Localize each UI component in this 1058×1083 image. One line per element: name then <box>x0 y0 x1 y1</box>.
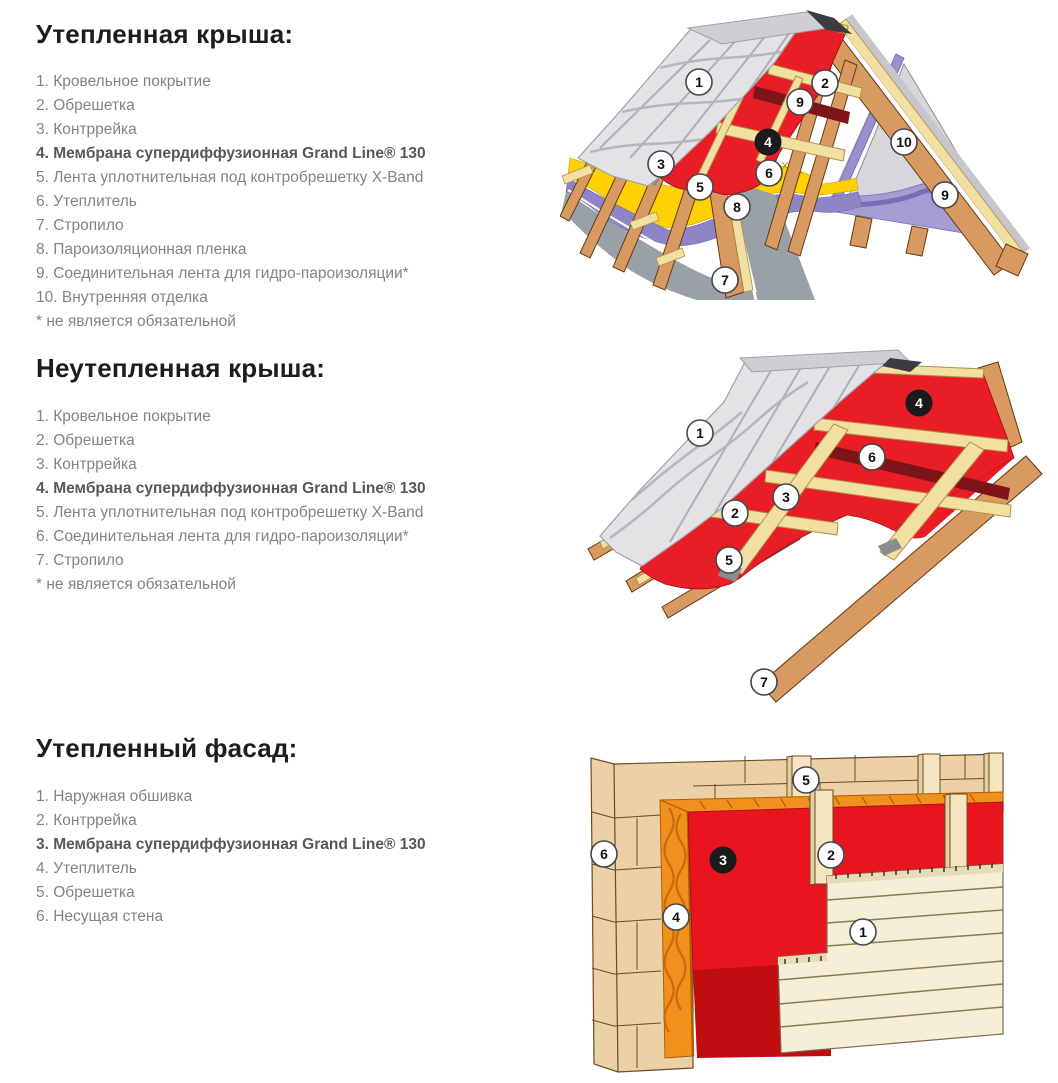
diagram-badge-label: 7 <box>760 674 768 690</box>
legend-insulated-facade <box>36 785 426 929</box>
legend-item: 7. Стропило <box>36 552 124 569</box>
legend-item: 8. Пароизоляционная пленка <box>36 241 247 258</box>
legend-item: 7. Стропило <box>36 217 124 234</box>
legend-item: 9. Соединительная лента для гидро-пароизоляции* <box>36 265 409 282</box>
diagram-badge-label: 4 <box>672 909 680 925</box>
diagram-badge-label: 6 <box>868 449 876 465</box>
uninsulated-roof-illustration <box>580 342 1058 718</box>
section-title-insulated-facade: Утепленный фасад: <box>36 733 298 763</box>
diagram-badge-label: 1 <box>695 74 703 90</box>
legend-item: 5. Лента уплотнительная под контробрешетку X-Band <box>36 504 424 521</box>
legend-item: 4. Утеплитель <box>36 860 137 877</box>
legend-item: 1. Кровельное покрытие <box>36 408 211 425</box>
diagram-badge-label: 5 <box>802 772 810 788</box>
diagram-badge-label: 9 <box>796 94 804 110</box>
diagram-badge-label: 10 <box>896 134 912 150</box>
insulated-roof-illustration <box>560 0 1052 300</box>
diagram-badge-label: 5 <box>696 179 704 195</box>
diagram-badge-label: 4 <box>764 134 772 150</box>
legend-item: 5. Лента уплотнительная под контробрешетку X-Band <box>36 169 424 186</box>
diagram-badge-label: 3 <box>657 156 665 172</box>
legend-item: 2. Обрешетка <box>36 97 135 114</box>
legend-item: 6. Соединительная лента для гидро-пароизоляции* <box>36 528 409 545</box>
legend-item: 5. Обрешетка <box>36 884 135 901</box>
legend-item: 3. Контррейка <box>36 456 137 473</box>
diagram-badge-label: 1 <box>859 924 867 940</box>
legend-item: 3. Контррейка <box>36 121 137 138</box>
diagram-badge-label: 2 <box>731 505 739 521</box>
diagram-badge-label: 4 <box>915 395 923 411</box>
diagram-badge-label: 1 <box>696 425 704 441</box>
legend-item: * не является обязательной <box>36 576 236 593</box>
insulated-facade-illustration <box>585 750 1015 1076</box>
diagram-badge-label: 6 <box>765 165 773 181</box>
diagram-badge-label: 3 <box>782 489 790 505</box>
diagram-badge-label: 3 <box>719 852 727 868</box>
legend-uninsulated-roof <box>36 405 426 597</box>
legend-item: 4. Мембрана супердиффузионная Grand Line® 130 <box>36 480 426 497</box>
section-title-insulated-roof: Утепленная крыша: <box>36 19 294 49</box>
legend-item: 4. Мембрана супердиффузионная Grand Line® 130 <box>36 145 426 162</box>
diagram-badge-label: 5 <box>725 552 733 568</box>
legend-item: 1. Наружная обшивка <box>36 788 193 805</box>
uninsulated-roof-svg <box>580 342 1058 718</box>
legend-item: 2. Контррейка <box>36 812 137 829</box>
insulated-facade-svg <box>585 750 1015 1076</box>
diagram-badge-label: 2 <box>821 75 829 91</box>
insulated-roof-svg <box>560 0 1052 300</box>
legend-item: 2. Обрешетка <box>36 432 135 449</box>
diagram-badge-label: 6 <box>600 846 608 862</box>
legend-item: * не является обязательной <box>36 313 236 330</box>
legend-item: 1. Кровельное покрытие <box>36 73 211 90</box>
section-title-uninsulated-roof: Неутепленная крыша: <box>36 353 326 383</box>
diagram-badge-label: 8 <box>733 199 741 215</box>
diagram-badge-label: 7 <box>721 272 729 288</box>
diagram-badge-label: 2 <box>827 847 835 863</box>
legend-item: 10. Внутренняя отделка <box>36 289 208 306</box>
diagram-badge-label: 9 <box>941 187 949 203</box>
legend-item: 3. Мембрана супердиффузионная Grand Line® 130 <box>36 836 426 853</box>
legend-item: 6. Утеплитель <box>36 193 137 210</box>
legend-insulated-roof <box>36 70 426 334</box>
legend-item: 6. Несущая стена <box>36 908 164 925</box>
